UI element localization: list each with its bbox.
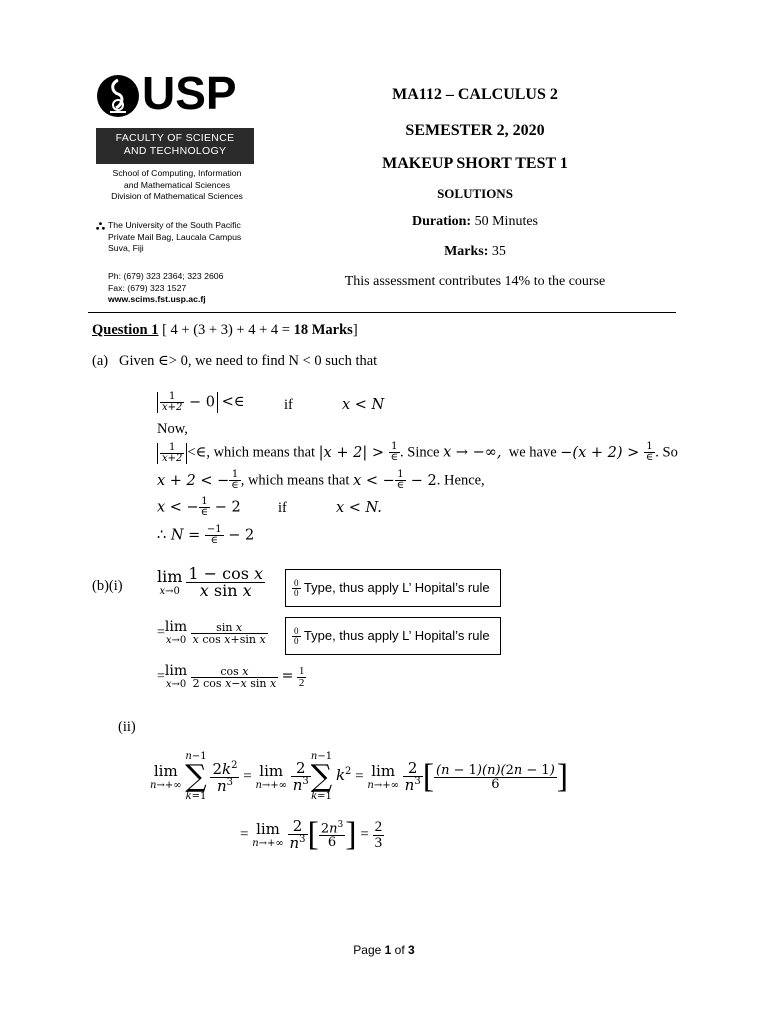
hint-box-2: $\frac{0}{0}$ Type, thus apply L’ Hopital’s rule bbox=[285, 617, 501, 655]
hint-box-1: $\frac{0}{0}$ Type, thus apply L’ Hopital’s rule bbox=[285, 569, 501, 607]
usp-logo-text: USP bbox=[142, 67, 237, 119]
question-1-heading bbox=[92, 322, 358, 339]
school-line-1: School of Computing, Information bbox=[112, 168, 242, 178]
part-a-if: if bbox=[284, 397, 293, 413]
part-a-intro bbox=[92, 353, 377, 370]
question-1-total: 18 Marks bbox=[293, 322, 353, 338]
usp-emblem-icon bbox=[96, 72, 140, 118]
part-a-result: ∴ N = $\frac{-1}{\in}$ − 2 bbox=[157, 524, 255, 546]
address-line-1: The University of the South Pacific bbox=[108, 220, 241, 230]
phone-number: Ph: (679) 323 2364; 323 2606 bbox=[108, 271, 224, 281]
part-a-intro-text: Given ∈> 0, we need to find N < 0 such that bbox=[118, 353, 378, 369]
which-means-text-2: , which means that bbox=[240, 472, 350, 489]
semester-title: SEMESTER 2, 2020 bbox=[405, 122, 545, 139]
university-address bbox=[96, 220, 254, 255]
hence-text: . Hence, bbox=[436, 472, 485, 489]
page-total: 3 bbox=[408, 943, 415, 957]
part-a-condition: $\frac{1}{x+2}$ − 0 <∈ bbox=[157, 392, 245, 413]
part-a-line-1: $\frac{1}{x+2}$ <∈, which means that |x + 2| > $\frac{1}{\in}$ . Since x → −∞, we have −(x + 2) > $\frac{1}{\in}$ . So bbox=[157, 442, 678, 464]
duration-label: Duration: bbox=[411, 214, 472, 229]
limit-step-3: = lim x→0 $\frac{\text{cos x}}{\text{2 cos x−x sin x}}$ = $\frac{1}{2}$ bbox=[157, 663, 305, 690]
part-a-x-less-n: x < N bbox=[342, 397, 385, 413]
marks-label: Marks: bbox=[444, 244, 489, 259]
part-a-line-2: x + 2 < − $\frac{1}{\in}$ , which means that x < − $\frac{1}{\in}$ − 2. Hence, bbox=[157, 469, 485, 491]
page-number: 1 bbox=[384, 943, 392, 957]
question-1-close: ] bbox=[352, 322, 358, 338]
part-a-now: Now, bbox=[157, 421, 188, 437]
limit-step-1: lim x→0 $\frac{\text{1 − cos x}}{\text{x sin x}}$ bbox=[157, 564, 264, 600]
faculty-line-1: FACULTY OF SCIENCE bbox=[115, 132, 235, 144]
duration-value: 50 Minutes bbox=[474, 214, 538, 229]
fax-number: Fax: (679) 323 1527 bbox=[108, 282, 187, 293]
part-a-if-2: if bbox=[278, 500, 287, 516]
website-url: www.scims.fst.usp.ac.fj bbox=[108, 294, 206, 304]
address-line-2: Private Mail Bag, Laucala Campus bbox=[108, 231, 242, 242]
school-line-3: Division of Mathematical Sciences bbox=[111, 191, 243, 201]
part-a-x-less-n-2: x < N. bbox=[336, 500, 382, 516]
limit-step-2: = lim x→0 $\frac{\text{sin x}}{\text{x cos x+sin x}}$ bbox=[157, 619, 266, 646]
which-means-text: , which means that bbox=[206, 444, 316, 461]
solutions-title: SOLUTIONS bbox=[437, 186, 513, 201]
page-word: Page bbox=[353, 943, 382, 957]
part-a-line-3: x < − $\frac{1}{\in}$ − 2 bbox=[157, 496, 241, 518]
we-have-text: we have bbox=[508, 444, 557, 461]
part-a-label: (a) bbox=[92, 353, 109, 369]
faculty-line-2: AND TECHNOLOGY bbox=[123, 145, 227, 157]
school-line-2: and Mathematical Sciences bbox=[123, 179, 231, 190]
address-line-3: Suva, Fiji bbox=[108, 243, 144, 253]
page-footer bbox=[0, 943, 768, 957]
part-b-ii-label: (ii) bbox=[118, 719, 136, 735]
school-name bbox=[102, 168, 252, 203]
question-1-label: Question 1 bbox=[92, 322, 159, 338]
contribution-line: This assessment contributes 14% to the course bbox=[344, 274, 606, 289]
usp-logo-block bbox=[96, 67, 254, 312]
faculty-banner bbox=[96, 128, 254, 164]
course-title: MA112 – CALCULUS 2 bbox=[392, 86, 558, 103]
so-text: . So bbox=[655, 444, 678, 461]
part-b-i-label: (b)(i) bbox=[92, 578, 123, 594]
marks-line bbox=[305, 244, 645, 260]
hint-text-1: Type, thus apply L’ Hopital’s rule bbox=[303, 579, 490, 595]
duration-line bbox=[305, 214, 645, 230]
marks-value: 35 bbox=[491, 244, 506, 259]
hint-text-2: Type, thus apply L’ Hopital’s rule bbox=[303, 627, 490, 643]
sum-limit-step-1: lim n→+∞ n−1 ∑ k=1 $\frac{2k^2}{n^3}$ = lim n→+∞ $\frac{2}{n^3}$ n−1 ∑ k=1 $k^2$ = lim n→+∞ $\frac{2}{n^3}$ [ $\frac{(n - 1)(n)(2n - 1)}{6}$ ] bbox=[150, 751, 569, 802]
question-1-breakdown: [ 4 + (3 + 3) + 4 + 4 = bbox=[162, 322, 294, 338]
since-text: . Since bbox=[400, 444, 440, 461]
of-word: of bbox=[394, 943, 405, 957]
contact-info bbox=[108, 271, 223, 294]
header-divider bbox=[88, 312, 676, 313]
sum-limit-step-2: = lim n→+∞ $\frac{2}{n^3}$ [ $\frac{2n^3}{6}$ ] = $\frac{2}{3}$ bbox=[240, 816, 383, 853]
test-title: MAKEUP SHORT TEST 1 bbox=[382, 155, 568, 172]
